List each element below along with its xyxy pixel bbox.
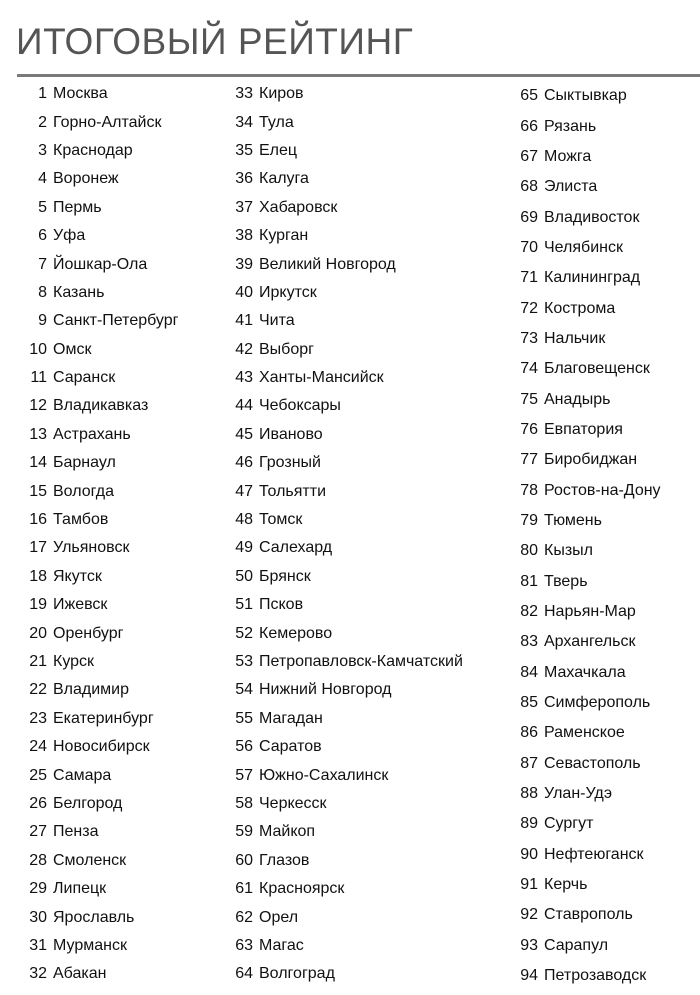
city-name: Раменское [544, 724, 625, 742]
rank-number: 65 [520, 87, 538, 105]
city-name: Саранск [53, 369, 116, 387]
city-name: Астрахань [53, 425, 131, 443]
rank-number: 17 [29, 539, 47, 557]
city-name: Краснодар [53, 141, 133, 159]
ranking-row [220, 80, 463, 108]
city-name: Елец [259, 141, 298, 159]
city-name: Саратов [259, 738, 322, 756]
rank-number: 93 [520, 936, 538, 954]
city-name: Ставрополь [544, 906, 633, 924]
rank-number: 68 [520, 178, 538, 196]
rank-number: 49 [235, 539, 253, 557]
ranking-row [12, 506, 178, 534]
ranking-column-3 [506, 81, 661, 991]
ranking-row [12, 222, 178, 250]
rank-number: 14 [29, 454, 47, 472]
ranking-row [506, 415, 661, 445]
ranking-row [506, 536, 661, 566]
rank-number: 78 [520, 481, 538, 499]
rank-number: 42 [235, 340, 253, 358]
ranking-row [220, 903, 463, 931]
rank-number: 66 [520, 117, 538, 135]
ranking-row [12, 960, 178, 988]
ranking-row [220, 960, 463, 988]
ranking-row [12, 194, 178, 222]
ranking-row [506, 718, 661, 748]
ranking-row [220, 790, 463, 818]
rank-number: 79 [520, 511, 538, 529]
rank-number: 30 [29, 908, 47, 926]
city-name: Тюмень [544, 511, 602, 529]
ranking-row [220, 194, 463, 222]
city-name: Улан-Удэ [544, 785, 613, 803]
rank-number: 15 [29, 482, 47, 500]
city-name: Якутск [53, 567, 102, 585]
rank-number: 37 [235, 198, 253, 216]
city-name: Великий Новгород [259, 255, 396, 273]
ranking-row [506, 900, 661, 930]
ranking-row [220, 932, 463, 960]
rank-number: 50 [235, 567, 253, 585]
rank-number: 91 [520, 876, 538, 894]
city-name: Липецк [53, 880, 107, 898]
ranking-row [506, 111, 661, 141]
city-name: Можга [544, 147, 592, 165]
city-name: Майкоп [259, 823, 316, 841]
ranking-row [506, 567, 661, 597]
ranking-row [12, 790, 178, 818]
city-name: Чебоксары [259, 397, 341, 415]
ranking-row [220, 761, 463, 789]
city-name: Кемерово [259, 624, 333, 642]
city-name: Курган [259, 227, 309, 245]
city-name: Уфа [53, 227, 86, 245]
rank-number: 52 [235, 624, 253, 642]
ranking-row [506, 172, 661, 202]
ranking-row [12, 449, 178, 477]
city-name: Ульяновск [53, 539, 130, 557]
city-name: Сарапул [544, 936, 609, 954]
rank-number: 39 [235, 255, 253, 273]
city-name: Томск [259, 511, 303, 529]
ranking-row [506, 779, 661, 809]
city-name: Архангельск [544, 633, 636, 651]
rank-number: 5 [38, 198, 47, 216]
ranking-row [220, 449, 463, 477]
city-name: Керчь [544, 876, 588, 894]
ranking-column-1 [12, 80, 178, 989]
ranking-row [220, 165, 463, 193]
rank-number: 41 [235, 312, 253, 330]
ranking-row [220, 506, 463, 534]
ranking-row [506, 870, 661, 900]
rank-number: 35 [235, 141, 253, 159]
rank-number: 24 [29, 738, 47, 756]
city-name: Екатеринбург [53, 709, 154, 727]
rank-number: 32 [29, 965, 47, 983]
ranking-row [220, 477, 463, 505]
city-name: Тверь [544, 572, 588, 590]
city-name: Нарьян-Мар [544, 603, 636, 621]
ranking-row [220, 591, 463, 619]
city-name: Ханты-Мансийск [259, 369, 384, 387]
rank-number: 55 [235, 709, 253, 727]
ranking-row [506, 445, 661, 475]
city-name: Ижевск [53, 596, 108, 614]
city-name: Сыктывкар [544, 87, 627, 105]
rank-number: 26 [29, 794, 47, 812]
rank-number: 38 [235, 227, 253, 245]
ranking-row [506, 840, 661, 870]
rank-number: 28 [29, 851, 47, 869]
rank-number: 10 [29, 340, 47, 358]
city-name: Челябинск [544, 238, 623, 256]
ranking-row [12, 818, 178, 846]
city-name: Владивосток [544, 208, 640, 226]
ranking-row [12, 932, 178, 960]
city-name: Омск [53, 340, 92, 358]
ranking-row [12, 165, 178, 193]
city-name: Нижний Новгород [259, 681, 392, 699]
ranking-row [220, 307, 463, 335]
city-name: Петропавловск-Камчатский [259, 653, 463, 670]
rank-number: 7 [38, 255, 47, 273]
city-name: Новосибирск [53, 738, 150, 756]
rank-number: 71 [520, 269, 538, 287]
rank-number: 47 [235, 482, 253, 500]
rank-number: 72 [520, 299, 538, 317]
ranking-row [12, 761, 178, 789]
rank-number: 94 [520, 967, 538, 985]
rank-number: 36 [235, 170, 253, 188]
city-name: Хабаровск [259, 198, 338, 216]
ranking-row [506, 627, 661, 657]
city-name: Воронеж [53, 170, 119, 188]
ranking-row [506, 688, 661, 718]
rank-number: 57 [235, 766, 253, 784]
city-name: Калуга [259, 170, 309, 188]
rank-number: 31 [29, 936, 47, 954]
rank-number: 23 [29, 709, 47, 727]
rank-number: 19 [29, 596, 47, 614]
ranking-row [12, 477, 178, 505]
ranking-column-2 [220, 80, 463, 989]
city-name: Кострома [544, 299, 616, 317]
rank-number: 6 [38, 227, 47, 245]
ranking-row [12, 875, 178, 903]
city-name: Тамбов [53, 511, 109, 529]
rank-number: 53 [235, 653, 253, 670]
city-name: Иваново [259, 425, 323, 443]
rank-number: 90 [520, 845, 538, 863]
ranking-row [220, 421, 463, 449]
city-name: Калининград [544, 269, 641, 287]
rank-number: 86 [520, 724, 538, 742]
city-name: Брянск [259, 567, 311, 585]
city-name: Ярославль [53, 908, 135, 926]
city-name: Махачкала [544, 663, 626, 681]
rank-number: 56 [235, 738, 253, 756]
ranking-row [506, 658, 661, 688]
ranking-row [506, 233, 661, 263]
ranking-row [12, 307, 178, 335]
rank-number: 67 [520, 147, 538, 165]
ranking-row [12, 364, 178, 392]
rank-number: 48 [235, 511, 253, 529]
ranking-row [220, 847, 463, 875]
ranking-row [12, 903, 178, 931]
rank-number: 22 [29, 681, 47, 699]
city-name: Самара [53, 766, 112, 784]
city-name: Оренбург [53, 624, 124, 642]
rank-number: 29 [29, 880, 47, 898]
city-name: Магадан [259, 709, 323, 727]
rank-number: 20 [29, 624, 47, 642]
ranking-row [12, 421, 178, 449]
city-name: Грозный [259, 454, 321, 472]
city-name: Мурманск [53, 936, 127, 954]
ranking-row [220, 733, 463, 761]
ranking-row [12, 250, 178, 278]
ranking-row [12, 279, 178, 307]
rank-number: 11 [30, 369, 47, 387]
rank-number: 76 [520, 420, 538, 438]
city-name: Черкесск [259, 794, 327, 812]
ranking-row [220, 336, 463, 364]
city-name: Нальчик [544, 329, 606, 347]
rank-number: 80 [520, 542, 538, 560]
ranking-row [220, 222, 463, 250]
ranking-row [506, 142, 661, 172]
ranking-row [220, 648, 463, 676]
title-divider [17, 74, 700, 77]
city-name: Орел [259, 908, 299, 926]
rank-number: 9 [38, 312, 47, 330]
city-name: Абакан [53, 965, 107, 983]
ranking-row [220, 676, 463, 704]
rank-number: 34 [235, 113, 253, 131]
ranking-row [506, 931, 661, 961]
rank-number: 2 [38, 113, 47, 131]
ranking-row [12, 336, 178, 364]
rank-number: 46 [235, 454, 253, 472]
rank-number: 84 [520, 663, 538, 681]
city-name: Симферополь [544, 694, 651, 712]
rank-number: 74 [520, 360, 538, 378]
city-name: Санкт-Петербург [53, 312, 179, 330]
ranking-row [506, 506, 661, 536]
ranking-row [506, 809, 661, 839]
city-name: Евпатория [544, 420, 623, 438]
city-name: Глазов [259, 851, 310, 869]
city-name: Волгоград [259, 965, 335, 983]
city-name: Смоленск [53, 851, 127, 869]
rank-number: 89 [520, 815, 538, 833]
rank-number: 40 [235, 283, 253, 301]
ranking-row [12, 591, 178, 619]
ranking-row [506, 597, 661, 627]
rank-number: 63 [235, 936, 253, 954]
ranking-row [220, 705, 463, 733]
rank-number: 60 [235, 851, 253, 869]
ranking-row [506, 354, 661, 384]
rank-number: 58 [235, 794, 253, 812]
city-name: Вологда [53, 482, 114, 500]
rank-number: 16 [29, 511, 47, 529]
ranking-row [12, 733, 178, 761]
ranking-row [220, 108, 463, 136]
ranking-row [12, 137, 178, 165]
rank-number: 25 [29, 766, 47, 784]
ranking-row [12, 534, 178, 562]
ranking-row [12, 847, 178, 875]
rank-number: 27 [29, 823, 47, 841]
rank-number: 81 [520, 572, 538, 590]
ranking-row [12, 676, 178, 704]
page-title: ИТОГОВЫЙ РЕЙТИНГ [16, 21, 414, 62]
ranking-row [12, 619, 178, 647]
city-name: Красноярск [259, 880, 345, 898]
rank-number: 87 [520, 754, 538, 772]
city-name: Тольятти [259, 482, 326, 500]
city-name: Севастополь [544, 754, 641, 772]
rank-number: 12 [29, 397, 47, 415]
ranking-row [220, 534, 463, 562]
city-name: Чита [259, 312, 295, 330]
city-name: Пермь [53, 198, 102, 216]
city-name: Кызыл [544, 542, 593, 560]
rank-number: 44 [235, 397, 253, 415]
rank-number: 59 [235, 823, 253, 841]
rank-number: 33 [235, 85, 253, 103]
rank-number: 92 [520, 906, 538, 924]
rank-number: 69 [520, 208, 538, 226]
ranking-row [220, 137, 463, 165]
ranking-row [220, 279, 463, 307]
city-name: Южно-Сахалинск [259, 766, 389, 784]
rank-number: 61 [235, 880, 253, 898]
ranking-row [506, 384, 661, 414]
ranking-row [506, 475, 661, 505]
ranking-row [220, 818, 463, 846]
ranking-row [220, 392, 463, 420]
rank-number: 51 [235, 596, 253, 614]
city-name: Пенза [53, 823, 99, 841]
city-name: Петрозаводск [544, 967, 647, 985]
city-name: Псков [259, 596, 304, 614]
ranking-row [506, 202, 661, 232]
city-name: Иркутск [259, 283, 317, 301]
city-name: Салехард [259, 539, 333, 557]
ranking-row [12, 80, 178, 108]
ranking-row [506, 961, 661, 991]
city-name: Москва [53, 85, 108, 103]
city-name: Ростов-на-Дону [544, 481, 661, 499]
ranking-row [12, 563, 178, 591]
rank-number: 83 [520, 633, 538, 651]
rank-number: 77 [520, 451, 538, 469]
rank-number: 3 [38, 141, 47, 159]
rank-number: 85 [520, 694, 538, 712]
ranking-row [220, 364, 463, 392]
rank-number: 21 [29, 653, 47, 670]
city-name: Тула [259, 113, 294, 131]
city-name: Сургут [544, 815, 594, 833]
rank-number: 73 [520, 329, 538, 347]
city-name: Анадырь [544, 390, 611, 408]
ranking-row [506, 293, 661, 323]
city-name: Биробиджан [544, 451, 638, 469]
city-name: Йошкар-Ола [53, 255, 148, 273]
city-name: Рязань [544, 117, 597, 135]
rank-number: 18 [29, 567, 47, 585]
ranking-row [506, 81, 661, 111]
city-name: Барнаул [53, 454, 116, 472]
city-name: Казань [53, 283, 105, 301]
ranking-row [506, 324, 661, 354]
rank-number: 62 [235, 908, 253, 926]
rank-number: 8 [38, 283, 47, 301]
city-name: Выборг [259, 340, 314, 358]
ranking-row [12, 705, 178, 733]
rank-number: 13 [29, 425, 47, 443]
ranking-row [12, 648, 178, 676]
rank-number: 45 [235, 425, 253, 443]
rank-number: 1 [38, 85, 47, 103]
city-name: Магас [259, 936, 304, 954]
ranking-row [12, 392, 178, 420]
ranking-row [220, 875, 463, 903]
city-name: Владикавказ [53, 397, 149, 415]
rank-number: 64 [235, 965, 253, 983]
ranking-row [506, 263, 661, 293]
ranking-row [220, 563, 463, 591]
ranking-row [506, 749, 661, 779]
rank-number: 75 [520, 390, 538, 408]
city-name: Белгород [53, 794, 123, 812]
ranking-row [220, 619, 463, 647]
city-name: Киров [259, 85, 304, 103]
ranking-row [220, 250, 463, 278]
rank-number: 70 [520, 238, 538, 256]
city-name: Курск [53, 653, 95, 670]
city-name: Горно-Алтайск [53, 113, 162, 131]
city-name: Нефтеюганск [544, 845, 644, 863]
rank-number: 43 [235, 369, 253, 387]
ranking-row [12, 108, 178, 136]
rank-number: 82 [520, 603, 538, 621]
city-name: Благовещенск [544, 360, 650, 378]
rank-number: 4 [38, 170, 47, 188]
rank-number: 54 [235, 681, 253, 699]
city-name: Владимир [53, 681, 130, 699]
city-name: Элиста [544, 178, 598, 196]
rank-number: 88 [520, 785, 538, 803]
